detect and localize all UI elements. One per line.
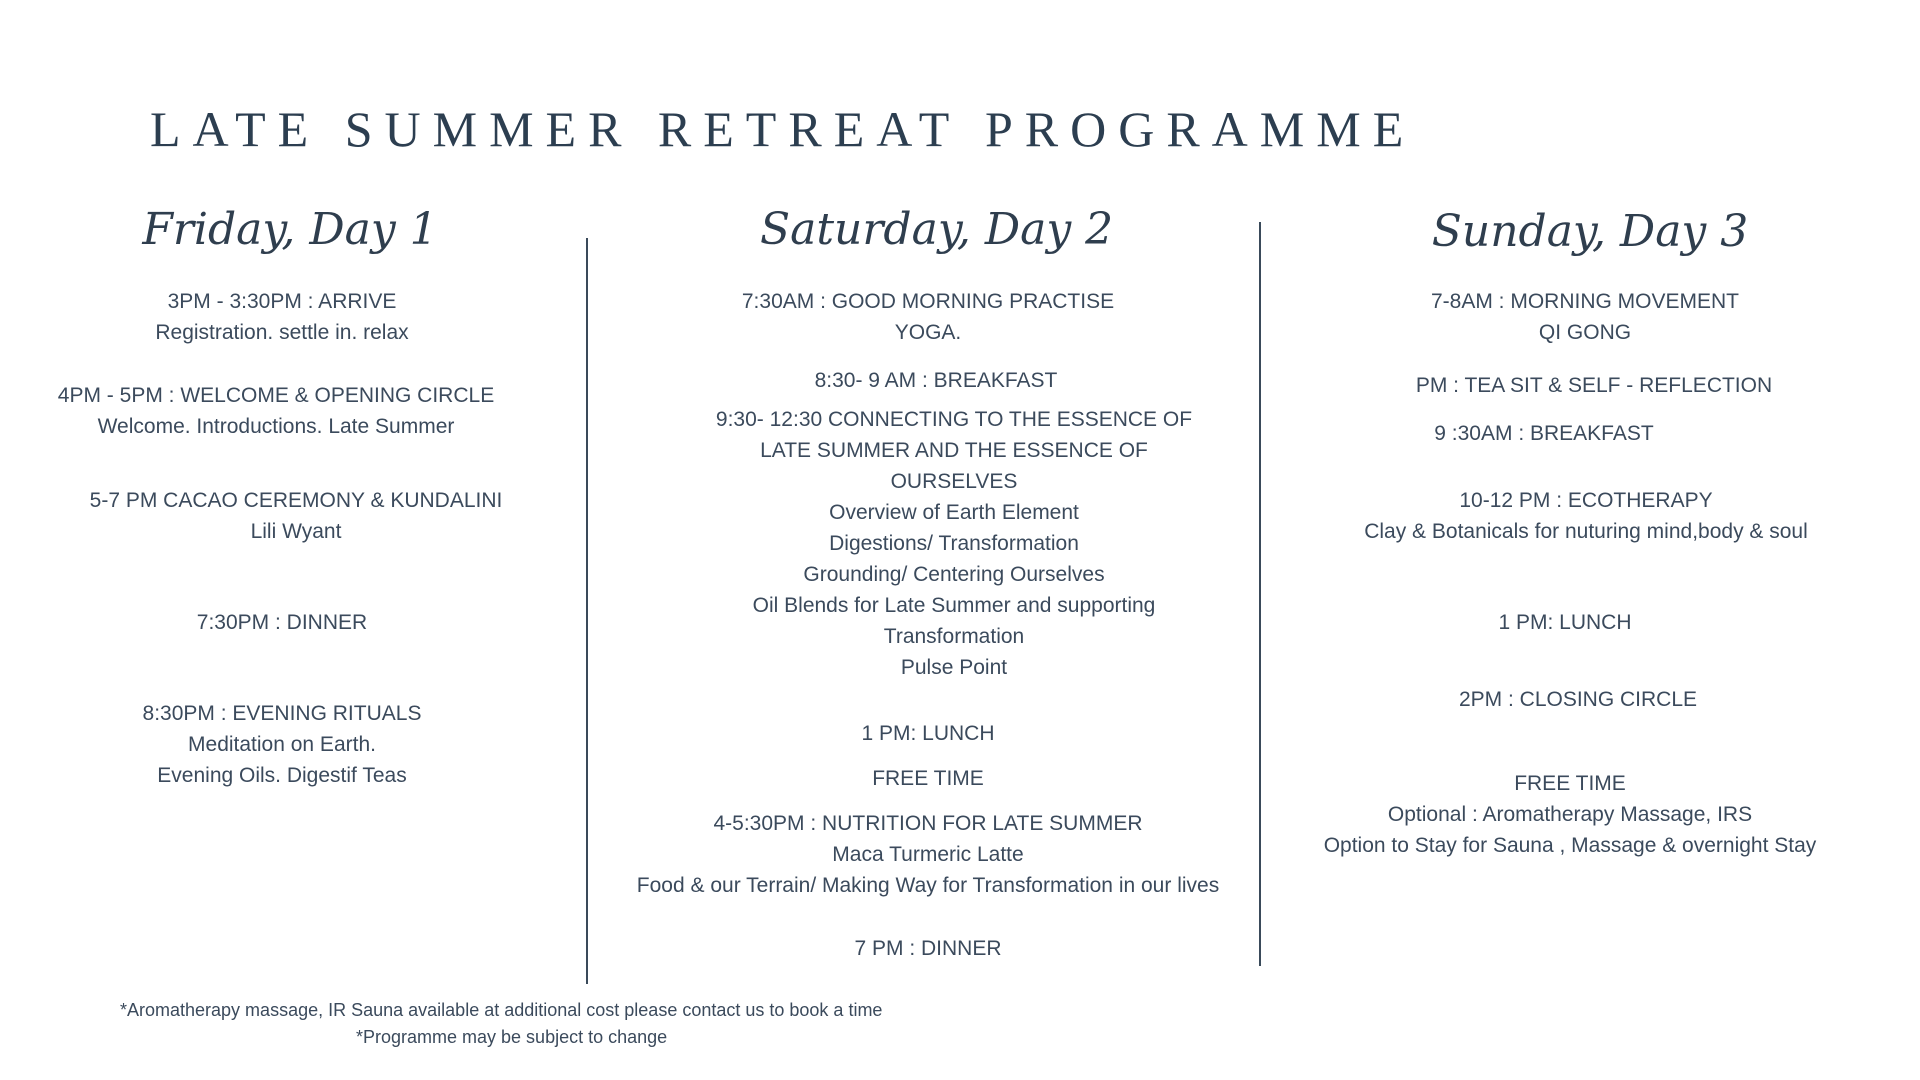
schedule-item-detail: Pulse Point	[900, 656, 1008, 679]
schedule-item-sunday-free-time	[1260, 768, 1880, 861]
footnote-additional-cost: *Aromatherapy massage, IR Sauna available at additional cost please contact us to book a time	[120, 1000, 883, 1020]
schedule-item-detail: Oil Blends for Late Summer and supporting	[752, 594, 1156, 617]
schedule-item-saturday-nutrition	[598, 808, 1258, 901]
schedule-item-detail: Meditation on Earth.	[188, 733, 376, 756]
schedule-item-saturday-lunch	[598, 718, 1258, 749]
schedule-item-time: FREE TIME	[872, 767, 984, 790]
schedule-item-sunday-closing	[1268, 684, 1888, 715]
schedule-item-detail: Digestions/ Transformation	[829, 532, 1079, 555]
schedule-item-time: 7:30AM : GOOD MORNING PRACTISE	[741, 290, 1115, 313]
schedule-item-saturday-dinner	[598, 933, 1258, 964]
schedule-item-detail: Lili Wyant	[250, 520, 342, 543]
schedule-item-time: 7-8AM : MORNING MOVEMENT	[1430, 290, 1740, 313]
schedule-item-saturday-free-time	[598, 763, 1258, 794]
schedule-item-detail: Clay & Botanicals for nuturing mind,body & soul	[1364, 520, 1808, 543]
page-title: LATE SUMMER RETREAT PROGRAMME	[150, 101, 1416, 157]
schedule-item-time: 1 PM: LUNCH	[861, 722, 995, 745]
schedule-item-friday-arrive	[40, 286, 524, 348]
schedule-item-detail: Option to Stay for Sauna , Massage & overnight Stay	[1323, 834, 1817, 857]
schedule-item-saturday-essence	[624, 404, 1284, 683]
schedule-item-detail: Optional : Aromatherapy Massage, IRS	[1387, 803, 1753, 826]
column-divider-left	[586, 238, 588, 984]
footnote-subject-to-change: *Programme may be subject to change	[356, 1027, 668, 1047]
schedule-item-detail: Transformation	[883, 625, 1025, 648]
schedule-item-time: 10-12 PM : ECOTHERAPY	[1459, 489, 1713, 512]
schedule-item-detail: Registration. settle in. relax	[155, 321, 409, 344]
schedule-item-friday-welcome	[34, 380, 518, 442]
schedule-item-friday-cacao	[54, 485, 538, 547]
schedule-item-time: 7 PM : DINNER	[854, 937, 1002, 960]
schedule-item-detail: YOGA.	[894, 321, 962, 344]
schedule-item-sunday-ecotherapy	[1276, 485, 1896, 547]
schedule-item-detail: Maca Turmeric Latte	[832, 843, 1024, 866]
day-heading-saturday: Saturday, Day 2	[760, 204, 1114, 255]
schedule-item-sunday-lunch	[1255, 607, 1875, 638]
schedule-item-time: 4-5:30PM : NUTRITION FOR LATE SUMMER	[713, 812, 1143, 835]
schedule-item-sunday-tea-sit	[1284, 370, 1904, 401]
schedule-item-friday-evening	[40, 698, 524, 791]
schedule-item-time: 8:30PM : EVENING RITUALS	[142, 702, 422, 725]
schedule-item-sunday-movement	[1275, 286, 1895, 348]
schedule-item-time: 8:30- 9 AM : BREAKFAST	[814, 369, 1058, 392]
schedule-item-detail: Food & our Terrain/ Making Way for Transformation in our lives	[636, 874, 1220, 897]
schedule-item-time: 3PM - 3:30PM : ARRIVE	[167, 290, 397, 313]
schedule-item-sunday-breakfast	[1234, 418, 1854, 449]
schedule-item-time: 1 PM: LUNCH	[1498, 611, 1632, 634]
schedule-item-detail: Evening Oils. Digestif Teas	[157, 764, 407, 787]
schedule-item-detail: Overview of Earth Element	[829, 501, 1079, 524]
schedule-item-time: 2PM : CLOSING CIRCLE	[1458, 688, 1698, 711]
schedule-item-time: FREE TIME	[1514, 772, 1626, 795]
schedule-item-detail: OURSELVES	[890, 470, 1018, 493]
schedule-item-time: 7:30PM : DINNER	[196, 611, 368, 634]
schedule-item-time: 4PM - 5PM : WELCOME & OPENING CIRCLE	[57, 384, 495, 407]
schedule-item-detail: Welcome. Introductions. Late Summer	[97, 415, 455, 438]
day-heading-friday: Friday, Day 1	[142, 204, 438, 255]
day-heading-sunday: Sunday, Day 3	[1431, 206, 1749, 257]
schedule-item-time: 9:30- 12:30 CONNECTING TO THE ESSENCE OF	[715, 408, 1193, 431]
schedule-item-detail: QI GONG	[1538, 321, 1632, 344]
schedule-item-friday-dinner	[40, 607, 524, 638]
schedule-item-time: 5-7 PM CACAO CEREMONY & KUNDALINI	[89, 489, 503, 512]
schedule-item-time: PM : TEA SIT & SELF - REFLECTION	[1415, 374, 1773, 397]
schedule-item-saturday-breakfast	[606, 365, 1266, 396]
schedule-item-saturday-morning	[598, 286, 1258, 348]
schedule-item-detail: Grounding/ Centering Ourselves	[803, 563, 1105, 586]
schedule-item-time: 9 :30AM : BREAKFAST	[1434, 422, 1654, 445]
schedule-item-detail: LATE SUMMER AND THE ESSENCE OF	[760, 439, 1148, 462]
